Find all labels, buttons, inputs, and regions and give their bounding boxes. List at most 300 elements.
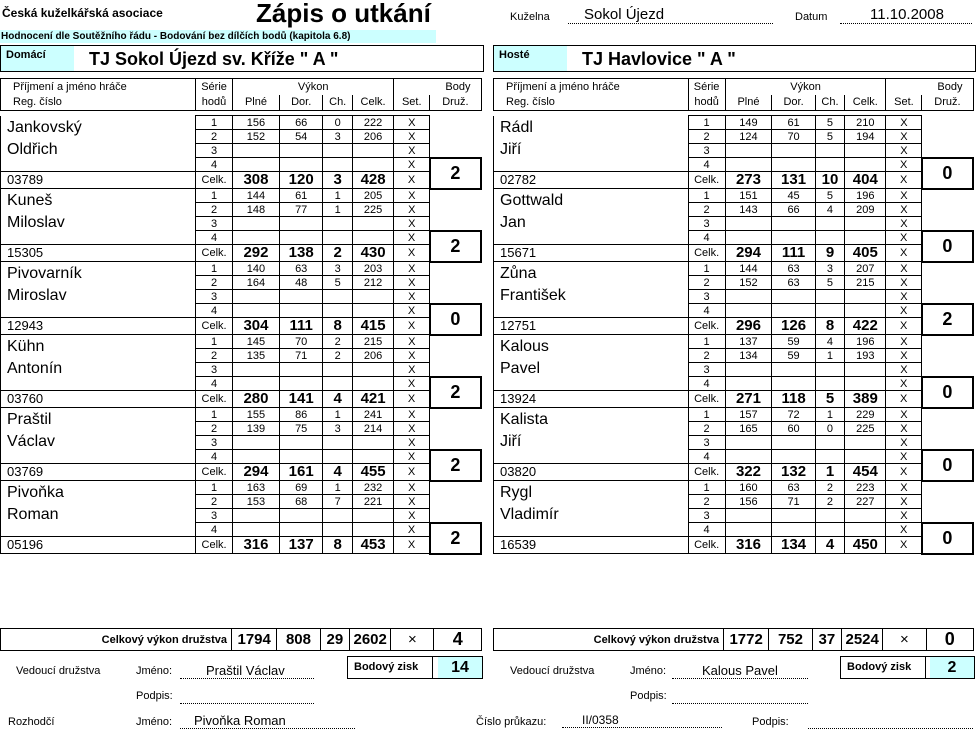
- series-plne: 164: [233, 276, 280, 290]
- series-row: [1, 335, 482, 349]
- series-ch: [815, 509, 844, 523]
- away-sum-x: ×: [883, 629, 926, 651]
- series-plne: [725, 523, 772, 537]
- home-podpis-field[interactable]: [180, 690, 314, 704]
- total-ch: 8: [815, 318, 844, 335]
- player-surname: Praštil: [1, 408, 196, 436]
- series-number: 1: [688, 262, 725, 276]
- series-plne: 160: [725, 481, 772, 495]
- series-dor: [772, 290, 815, 304]
- player-reg-number: 03789: [1, 172, 196, 189]
- series-set: X: [394, 189, 430, 203]
- home-tag: Domácí: [1, 46, 74, 71]
- series-celk: 225: [845, 422, 886, 436]
- total-plne: 294: [233, 464, 280, 481]
- series-celk: [352, 523, 393, 537]
- series-plne: 163: [233, 481, 280, 495]
- series-ch: 1: [815, 349, 844, 363]
- series-plne: 143: [725, 203, 772, 217]
- series-plne: [725, 377, 772, 391]
- total-set: X: [394, 464, 430, 481]
- series-ch: 5: [815, 189, 844, 203]
- series-set: X: [886, 363, 922, 377]
- player-reg-number: 15671: [494, 245, 689, 262]
- series-ch: 4: [815, 203, 844, 217]
- series-number: 4: [688, 377, 725, 391]
- series-number: 2: [196, 276, 233, 290]
- series-plne: [725, 363, 772, 377]
- player-points: 2: [430, 523, 481, 554]
- series-number: 4: [688, 158, 725, 172]
- series-ch: [323, 158, 352, 172]
- player-firstname: Jiří: [494, 436, 689, 464]
- col-name-header: Příjmení a jméno hráče: [1, 79, 196, 95]
- series-number: 1: [196, 408, 233, 422]
- series-set: X: [886, 436, 922, 450]
- series-number: 2: [688, 276, 725, 290]
- series-ch: [815, 523, 844, 537]
- total-plne: 294: [725, 245, 772, 262]
- series-plne: 151: [725, 189, 772, 203]
- home-leader-label: Vedoucí družstva: [16, 665, 101, 677]
- series-set: X: [394, 116, 430, 130]
- series-set: X: [394, 523, 430, 537]
- player-reg-number: 03820: [494, 464, 689, 481]
- series-dor: [772, 509, 815, 523]
- series-dor: [279, 290, 323, 304]
- series-plne: [725, 509, 772, 523]
- total-celk: 454: [845, 464, 886, 481]
- series-set: X: [394, 304, 430, 318]
- total-dor: 132: [772, 464, 815, 481]
- series-ch: 2: [323, 349, 352, 363]
- home-sum-dor: 808: [277, 629, 320, 651]
- series-set: X: [886, 481, 922, 495]
- kuzelna-field[interactable]: Sokol Újezd: [568, 6, 773, 24]
- col-set-header: Set.: [394, 95, 430, 111]
- series-ch: 3: [323, 262, 352, 276]
- col-dor-header: Dor.: [772, 95, 815, 111]
- series-set: X: [394, 495, 430, 509]
- player-reg-number: 03769: [1, 464, 196, 481]
- player-firstname: Václav: [1, 436, 196, 464]
- player-points: 0: [922, 523, 973, 554]
- series-ch: [815, 231, 844, 245]
- player-points: 2: [430, 377, 481, 408]
- player-reg-number: 02782: [494, 172, 689, 189]
- series-number: 4: [196, 523, 233, 537]
- series-ch: [323, 304, 352, 318]
- series-celk: [845, 290, 886, 304]
- series-dor: [772, 450, 815, 464]
- series-set: X: [394, 349, 430, 363]
- player-surname: Rádl: [494, 116, 689, 144]
- series-set: X: [886, 116, 922, 130]
- series-celk: 207: [845, 262, 886, 276]
- series-set: X: [394, 422, 430, 436]
- total-dor: 141: [279, 391, 323, 408]
- series-plne: [725, 436, 772, 450]
- player-surname: Gottwald: [494, 189, 689, 217]
- series-celk: 227: [845, 495, 886, 509]
- rules-note: Hodnocení dle Soutěžního řádu - Bodování bez dílčích bodů (kapitola 6.8): [0, 30, 436, 43]
- series-ch: [815, 363, 844, 377]
- total-dor: 120: [279, 172, 323, 189]
- series-plne: 144: [233, 189, 280, 203]
- home-sum-x: ×: [391, 629, 434, 651]
- series-celk: [845, 509, 886, 523]
- series-celk: [352, 436, 393, 450]
- player-firstname: Miroslav: [1, 290, 196, 318]
- away-bodovy-label: Bodový zisk: [841, 657, 926, 678]
- series-set: X: [886, 189, 922, 203]
- total-label: Celk.: [196, 245, 233, 262]
- col-body-header: Body: [886, 79, 973, 95]
- prukaz-field[interactable]: II/0358: [562, 713, 722, 728]
- total-plne: 273: [725, 172, 772, 189]
- total-row: [494, 172, 974, 189]
- col-vykon-header: Výkon: [233, 79, 394, 95]
- series-dor: [772, 158, 815, 172]
- series-ch: [323, 217, 352, 231]
- away-leader-label: Vedoucí družstva: [510, 665, 595, 677]
- series-set: X: [886, 349, 922, 363]
- series-row: [494, 144, 974, 158]
- away-podpis-field[interactable]: [672, 690, 808, 704]
- player-surname: Kühn: [1, 335, 196, 363]
- series-plne: [233, 509, 280, 523]
- series-set: X: [394, 290, 430, 304]
- series-dor: [772, 523, 815, 537]
- total-set: X: [886, 245, 922, 262]
- player-surname: Jankovský: [1, 116, 196, 144]
- series-number: 3: [196, 290, 233, 304]
- series-ch: [815, 377, 844, 391]
- series-set: X: [886, 158, 922, 172]
- series-plne: 152: [233, 130, 280, 144]
- col-druz-header: Druž.: [430, 95, 481, 111]
- col-set-header: Set.: [886, 95, 922, 111]
- player-surname: Kalous: [494, 335, 689, 363]
- total-plne: 316: [233, 537, 280, 554]
- away-tag: Hosté: [494, 46, 567, 71]
- series-set: X: [394, 203, 430, 217]
- series-set: X: [394, 217, 430, 231]
- series-celk: 196: [845, 189, 886, 203]
- total-celk: 389: [845, 391, 886, 408]
- col-ch-header: Ch.: [323, 95, 352, 111]
- series-row: [494, 116, 974, 130]
- series-dor: 63: [279, 262, 323, 276]
- series-plne: [233, 217, 280, 231]
- series-plne: [233, 363, 280, 377]
- series-number: 4: [196, 377, 233, 391]
- series-celk: 241: [352, 408, 393, 422]
- series-row: [494, 262, 974, 276]
- col-dor-header: Dor.: [279, 95, 323, 111]
- series-number: 3: [196, 436, 233, 450]
- series-dor: [772, 436, 815, 450]
- series-plne: [233, 436, 280, 450]
- series-set: X: [394, 450, 430, 464]
- home-team-bar: [0, 45, 484, 72]
- series-ch: [323, 377, 352, 391]
- player-surname: Kalista: [494, 408, 689, 436]
- series-row: [1, 116, 482, 130]
- player-firstname: Oldřich: [1, 144, 196, 172]
- series-plne: 124: [725, 130, 772, 144]
- total-label: Celk.: [196, 537, 233, 554]
- series-dor: 77: [279, 203, 323, 217]
- rozhodci-jmeno-label: Jméno:: [136, 716, 173, 728]
- total-set: X: [394, 172, 430, 189]
- series-dor: 61: [279, 189, 323, 203]
- player-points: 2: [430, 450, 481, 481]
- series-celk: 221: [352, 495, 393, 509]
- series-number: 2: [196, 349, 233, 363]
- series-dor: [279, 217, 323, 231]
- home-podpis-label: Podpis:: [136, 690, 173, 702]
- series-celk: [845, 363, 886, 377]
- away-sum-points: 0: [926, 629, 974, 651]
- player-reg-number: 16539: [494, 537, 689, 554]
- series-number: 1: [688, 189, 725, 203]
- series-celk: 222: [352, 116, 393, 130]
- series-set: X: [394, 377, 430, 391]
- col-serie-header: Série: [196, 79, 233, 95]
- series-set: X: [886, 217, 922, 231]
- series-ch: [323, 509, 352, 523]
- series-dor: 71: [279, 349, 323, 363]
- home-bodovy-label: Bodový zisk: [348, 657, 433, 678]
- total-row: [494, 318, 974, 335]
- total-set: X: [394, 245, 430, 262]
- player-firstname: Jiří: [494, 144, 689, 172]
- series-row: [1, 436, 482, 450]
- series-row: [1, 189, 482, 203]
- series-celk: [352, 363, 393, 377]
- player-surname: Pivovarník: [1, 262, 196, 290]
- total-dor: 126: [772, 318, 815, 335]
- series-celk: 215: [845, 276, 886, 290]
- series-row: [494, 408, 974, 422]
- series-dor: 68: [279, 495, 323, 509]
- series-set: X: [886, 276, 922, 290]
- series-celk: 206: [352, 349, 393, 363]
- series-dor: [772, 217, 815, 231]
- player-points: 2: [430, 231, 481, 262]
- series-dor: 45: [772, 189, 815, 203]
- datum-field[interactable]: 11.10.2008: [840, 6, 972, 24]
- series-ch: 5: [323, 276, 352, 290]
- series-celk: [352, 290, 393, 304]
- total-ch: 9: [815, 245, 844, 262]
- series-number: 1: [196, 262, 233, 276]
- col-druz-header: Druž.: [922, 95, 973, 111]
- series-celk: [845, 436, 886, 450]
- series-celk: [352, 144, 393, 158]
- total-label: Celk.: [688, 391, 725, 408]
- series-ch: [815, 217, 844, 231]
- series-celk: 210: [845, 116, 886, 130]
- series-celk: [845, 450, 886, 464]
- col-hodu-header: hodů: [688, 95, 725, 111]
- player-points: 0: [922, 158, 973, 189]
- total-celk: 450: [845, 537, 886, 554]
- player-firstname: Jan: [494, 217, 689, 245]
- series-number: 2: [688, 130, 725, 144]
- series-dor: 59: [772, 335, 815, 349]
- series-plne: 155: [233, 408, 280, 422]
- away-sum-celk: 2524: [842, 629, 883, 651]
- series-celk: 196: [845, 335, 886, 349]
- col-hodu-header: hodů: [196, 95, 233, 111]
- series-set: X: [886, 523, 922, 537]
- footer-podpis-field[interactable]: [808, 714, 973, 729]
- series-set: X: [886, 304, 922, 318]
- series-number: 3: [688, 509, 725, 523]
- home-bodovy-zisk: [347, 656, 483, 679]
- prukaz-label: Číslo průkazu:: [476, 716, 547, 728]
- series-number: 4: [196, 304, 233, 318]
- series-dor: [279, 144, 323, 158]
- series-plne: 144: [725, 262, 772, 276]
- page-title: Zápis o utkání: [256, 0, 431, 28]
- series-row: [494, 335, 974, 349]
- series-set: X: [394, 436, 430, 450]
- series-row: [494, 217, 974, 231]
- series-set: X: [394, 509, 430, 523]
- series-number: 3: [196, 217, 233, 231]
- series-number: 2: [688, 349, 725, 363]
- total-plne: 304: [233, 318, 280, 335]
- home-leader-name[interactable]: Praštil Václav: [180, 663, 314, 679]
- series-plne: [233, 144, 280, 158]
- series-row: [1, 481, 482, 495]
- series-number: 1: [196, 335, 233, 349]
- series-plne: [233, 158, 280, 172]
- total-row: [494, 391, 974, 408]
- total-celk: 422: [845, 318, 886, 335]
- home-team-name: TJ Sokol Újezd sv. Kříže " A ": [89, 49, 339, 69]
- series-number: 1: [196, 189, 233, 203]
- player-reg-number: 05196: [1, 537, 196, 554]
- series-set: X: [394, 335, 430, 349]
- series-set: X: [394, 130, 430, 144]
- total-label: Celk.: [196, 391, 233, 408]
- series-plne: [233, 231, 280, 245]
- total-plne: 292: [233, 245, 280, 262]
- total-celk: 421: [352, 391, 393, 408]
- total-celk: 430: [352, 245, 393, 262]
- series-plne: [725, 290, 772, 304]
- series-plne: 134: [725, 349, 772, 363]
- total-row: [494, 464, 974, 481]
- series-plne: 139: [233, 422, 280, 436]
- player-reg-number: 12751: [494, 318, 689, 335]
- total-ch: 4: [323, 464, 352, 481]
- series-celk: [845, 158, 886, 172]
- series-dor: [772, 304, 815, 318]
- series-dor: [772, 377, 815, 391]
- total-dor: 138: [279, 245, 323, 262]
- total-plne: 271: [725, 391, 772, 408]
- series-number: 2: [196, 422, 233, 436]
- away-bodovy-value: 2: [930, 657, 974, 678]
- series-set: X: [394, 363, 430, 377]
- col-celk-header: Celk.: [352, 95, 393, 111]
- player-surname: Zůna: [494, 262, 689, 290]
- home-summary: [0, 628, 482, 651]
- away-summary: [493, 628, 974, 651]
- series-set: X: [394, 158, 430, 172]
- col-celk-header: Celk.: [845, 95, 886, 111]
- total-celk: 453: [352, 537, 393, 554]
- series-ch: 7: [323, 495, 352, 509]
- total-label: Celk.: [196, 172, 233, 189]
- series-ch: 1: [323, 189, 352, 203]
- player-firstname: Pavel: [494, 363, 689, 391]
- series-ch: 1: [323, 481, 352, 495]
- series-celk: [352, 377, 393, 391]
- series-ch: [323, 363, 352, 377]
- series-celk: 193: [845, 349, 886, 363]
- total-label: Celk.: [688, 318, 725, 335]
- series-set: X: [886, 130, 922, 144]
- series-ch: [815, 436, 844, 450]
- series-number: 1: [688, 408, 725, 422]
- series-set: X: [886, 495, 922, 509]
- away-leader-name[interactable]: Kalous Pavel: [672, 663, 808, 679]
- series-ch: [815, 304, 844, 318]
- col-plne-header: Plné: [233, 95, 280, 111]
- series-row: [1, 144, 482, 158]
- col-ch-header: Ch.: [815, 95, 844, 111]
- total-celk: 404: [845, 172, 886, 189]
- series-celk: 215: [352, 335, 393, 349]
- series-celk: 232: [352, 481, 393, 495]
- series-set: X: [886, 509, 922, 523]
- series-plne: 156: [233, 116, 280, 130]
- series-dor: [279, 509, 323, 523]
- total-row: [1, 245, 482, 262]
- series-plne: [725, 217, 772, 231]
- home-sum-plne: 1794: [232, 629, 277, 651]
- rozhodci-name[interactable]: Pivoňka Roman: [180, 713, 355, 729]
- total-set: X: [886, 537, 922, 554]
- total-dor: 111: [772, 245, 815, 262]
- total-set: X: [886, 172, 922, 189]
- series-number: 2: [688, 495, 725, 509]
- series-ch: [815, 144, 844, 158]
- away-sum-dor: 752: [769, 629, 812, 651]
- series-ch: 2: [815, 495, 844, 509]
- player-reg-number: 03760: [1, 391, 196, 408]
- series-number: 4: [688, 304, 725, 318]
- series-dor: [279, 523, 323, 537]
- home-sum-ch: 29: [320, 629, 350, 651]
- series-plne: 137: [725, 335, 772, 349]
- series-ch: 5: [815, 130, 844, 144]
- series-dor: 71: [772, 495, 815, 509]
- series-plne: [725, 158, 772, 172]
- away-team-name: TJ Havlovice " A ": [582, 49, 736, 69]
- series-dor: 75: [279, 422, 323, 436]
- series-row: [1, 408, 482, 422]
- series-celk: [845, 523, 886, 537]
- series-set: X: [394, 231, 430, 245]
- total-row: [1, 318, 482, 335]
